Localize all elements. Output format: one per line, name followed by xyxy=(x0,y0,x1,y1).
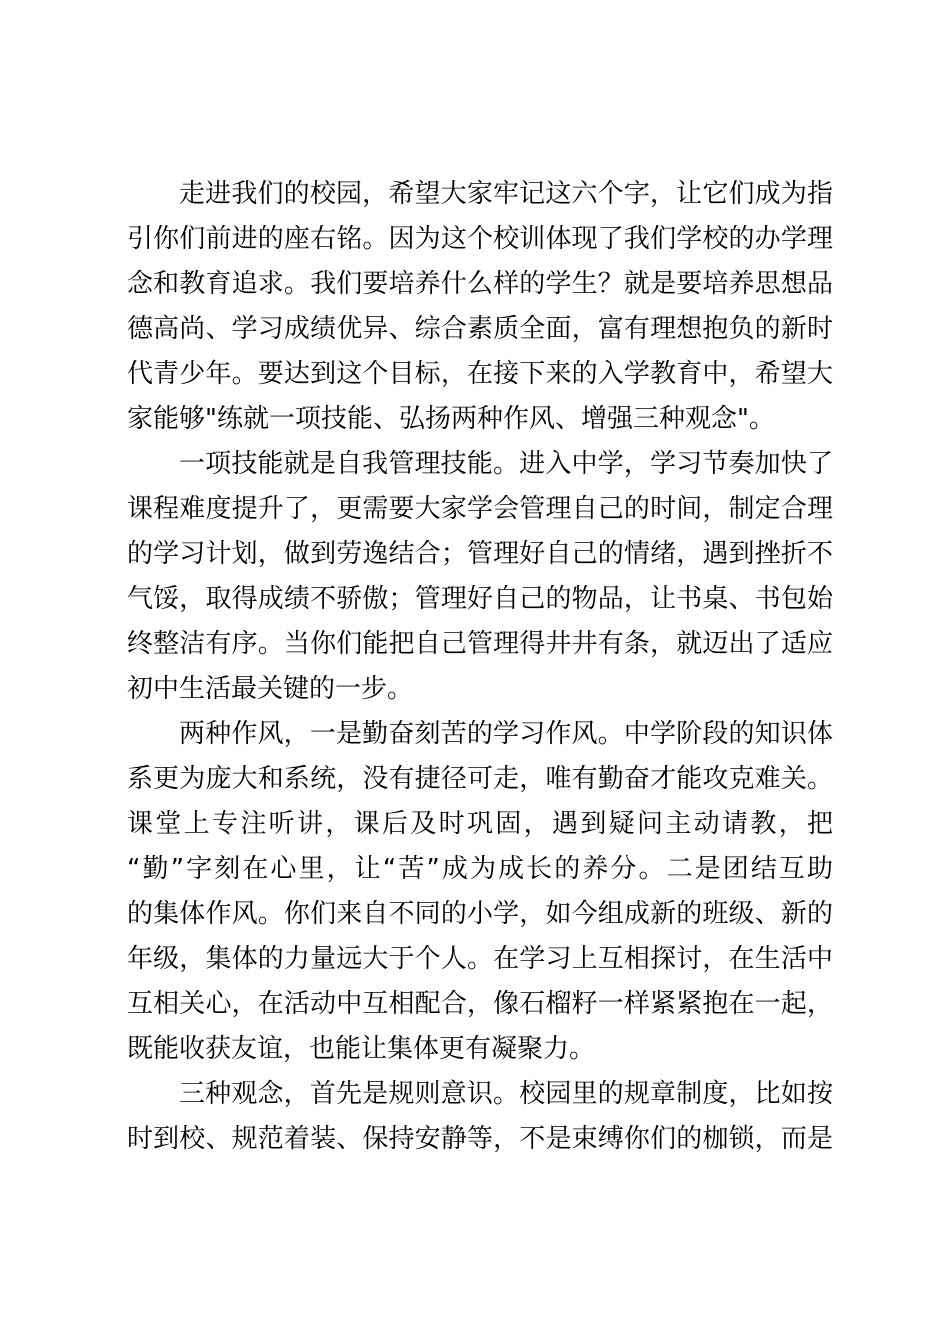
text-line: 的集体作风。你们来自不同的小学，如今组成新的班级、新的 xyxy=(127,899,833,929)
body-text xyxy=(127,172,833,1162)
text-line: 既能收获友谊，也能让集体更有凝聚力。 xyxy=(127,1034,596,1064)
paragraph-2 xyxy=(127,442,833,712)
paragraph-3 xyxy=(127,712,833,1072)
text-line: 一项技能就是自我管理技能。进入中学，学习节奏加快了 xyxy=(179,449,833,479)
text-line: 课程难度提升了，更需要大家学会管理自己的时间，制定合理 xyxy=(127,494,833,524)
text-line: 时到校、规范着装、保持安静等，不是束缚你们的枷锁，而是 xyxy=(127,1124,833,1154)
text-line: 系更为庞大和系统，没有捷径可走，唯有勤奋才能攻克难关。 xyxy=(127,764,833,794)
text-line: 气馁，取得成绩不骄傲；管理好自己的物品，让书桌、书包始 xyxy=(127,584,833,614)
text-line: 两种作风，一是勤奋刻苦的学习作风。中学阶段的知识体 xyxy=(179,719,833,749)
text-line: 走进我们的校园，希望大家牢记这六个字，让它们成为指 xyxy=(179,179,833,209)
text-line: 互相关心，在活动中互相配合，像石榴籽一样紧紧抱在一起， xyxy=(127,989,833,1019)
text-line: 终整洁有序。当你们能把自己管理得井井有条，就迈出了适应 xyxy=(127,629,833,659)
text-line: 课堂上专注听讲，课后及时巩固，遇到疑问主动请教，把 xyxy=(127,809,833,839)
text-line: 德高尚、学习成绩优异、综合素质全面，富有理想抱负的新时 xyxy=(127,314,833,344)
paragraph-1 xyxy=(127,172,833,442)
text-line: 引你们前进的座右铭。因为这个校训体现了我们学校的办学理 xyxy=(127,224,833,254)
text-line: 念和教育追求。我们要培养什么样的学生？就是要培养思想品 xyxy=(127,269,833,299)
text-line: “勤”字刻在心里，让“苦”成为成长的养分。二是团结互助 xyxy=(127,854,833,884)
text-line: 代青少年。要达到这个目标，在接下来的入学教育中，希望大 xyxy=(127,359,833,389)
text-line: 年级，集体的力量远大于个人。在学习上互相探讨，在生活中 xyxy=(127,944,833,974)
text-line: 初中生活最关键的一步。 xyxy=(127,674,414,704)
text-line: 三种观念，首先是规则意识。校园里的规章制度，比如按 xyxy=(179,1079,833,1109)
paragraph-4 xyxy=(127,1072,833,1162)
text-line: 家能够"练就一项技能、弘扬两种作风、增强三种观念"。 xyxy=(127,404,775,434)
text-line: 的学习计划，做到劳逸结合；管理好自己的情绪，遇到挫折不 xyxy=(127,539,833,569)
